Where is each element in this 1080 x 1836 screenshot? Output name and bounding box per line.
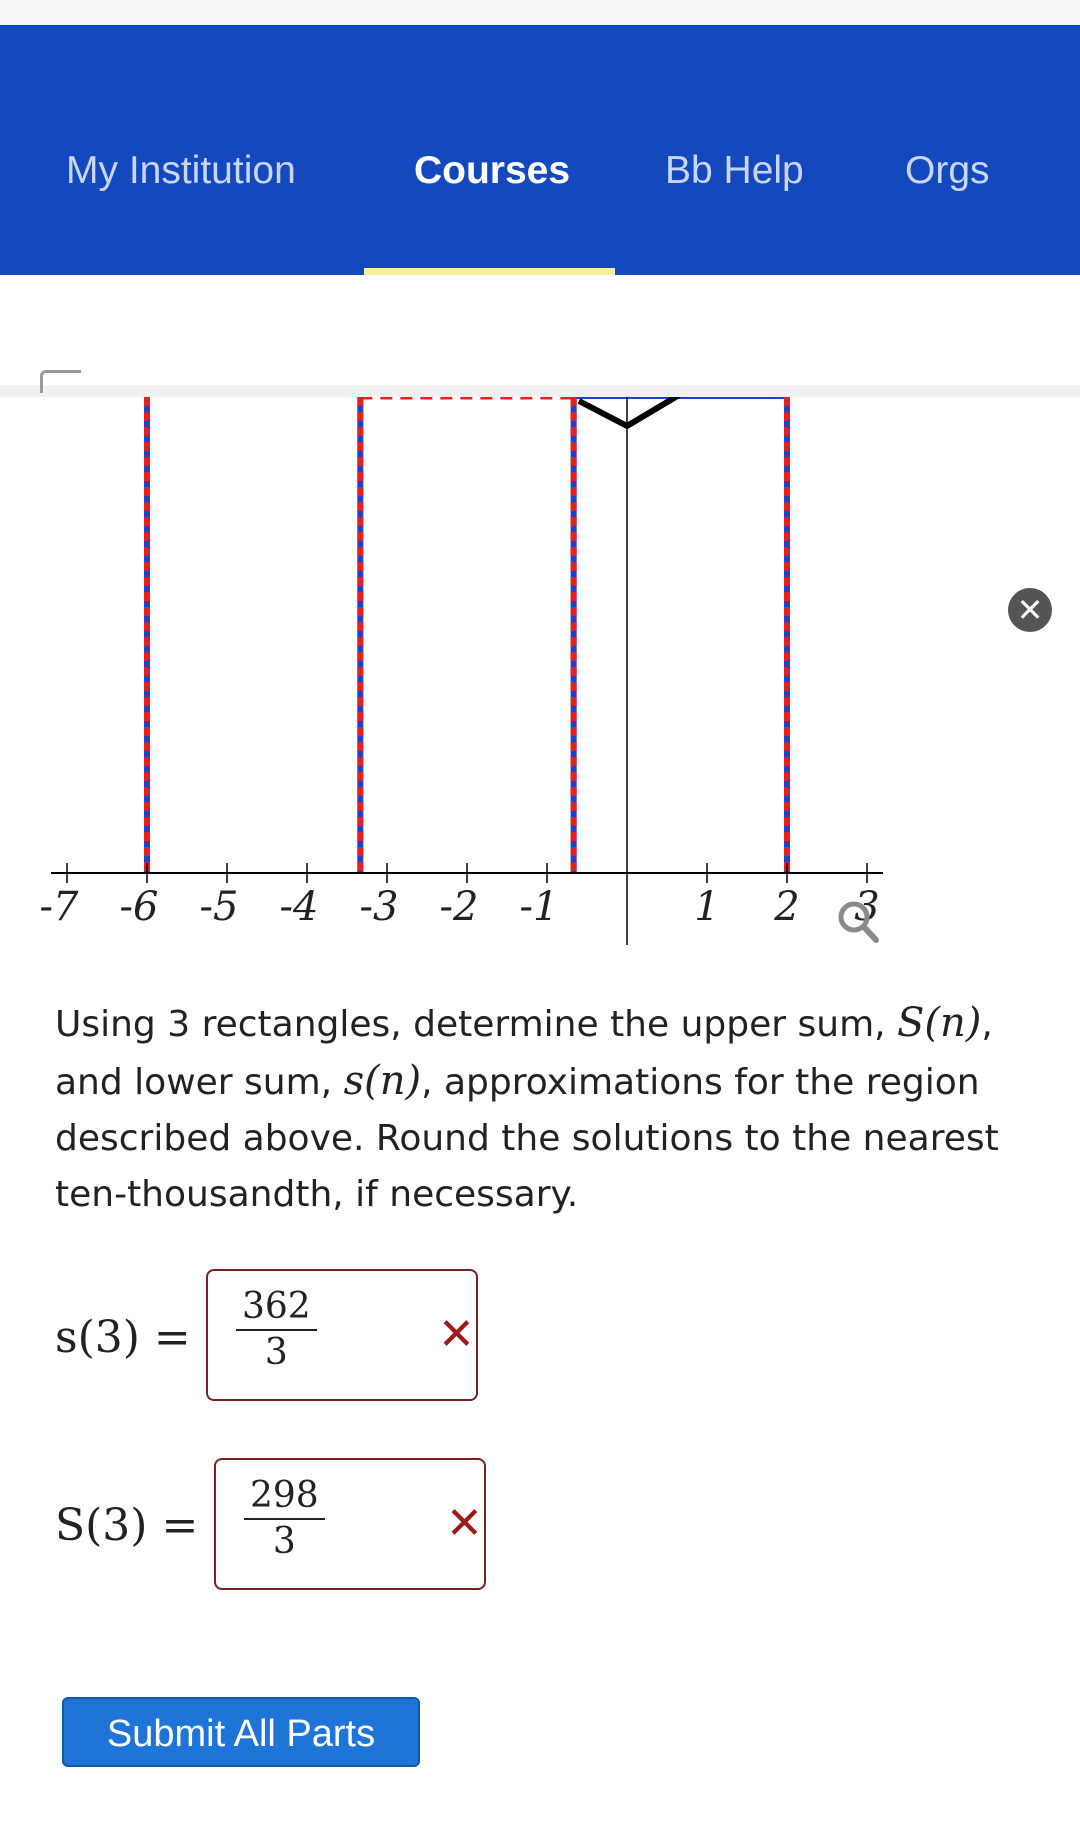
question-part-1: Using 3 rectangles, determine the upper sum, — [55, 1004, 898, 1045]
x-tick-label-2: -5 — [199, 884, 239, 930]
graph-axes — [51, 397, 883, 945]
tab-courses[interactable]: Courses — [414, 149, 571, 192]
upper-sum-label: S(3) = — [55, 1500, 199, 1551]
lower-sum-denominator: 3 — [264, 1332, 288, 1373]
status-strip — [0, 0, 1080, 25]
lower-sum-fraction — [236, 1285, 317, 1375]
resize-handle-icon — [40, 370, 81, 393]
riemann-sum-graph — [0, 397, 1080, 957]
x-tick-label-5: -2 — [439, 884, 479, 930]
submit-all-parts-button[interactable]: Submit All Parts — [62, 1697, 420, 1767]
upper-sum-denominator: 3 — [272, 1521, 296, 1562]
close-circle-icon[interactable]: ✕ — [1008, 588, 1052, 632]
question-part-3: , approximations for the region described above. Round the solutions to the nearest ten-thousandth, if necessary. — [55, 1062, 999, 1215]
x-tick-label-0: -7 — [39, 884, 79, 930]
x-tick-label-9: 3 — [854, 884, 880, 930]
top-navigation — [0, 25, 1080, 275]
rectangle-edges — [147, 397, 787, 873]
upper-sum-symbol: S(n) — [897, 1000, 982, 1046]
x-tick-label-3: -4 — [279, 884, 319, 930]
function-curve-segment — [579, 397, 679, 426]
question-text — [55, 995, 1035, 1223]
panel-divider — [0, 385, 1080, 397]
wrong-x-icon: ✕ — [438, 1309, 475, 1360]
lower-sum-symbol: s(n) — [343, 1058, 422, 1104]
x-tick-label-4: -3 — [359, 884, 399, 930]
x-tick-label-1: -6 — [119, 884, 159, 930]
wrong-x-icon: ✕ — [446, 1498, 483, 1549]
function-curve — [579, 397, 679, 426]
question-part-2: , and lower sum, — [55, 1004, 993, 1103]
x-tick-label-6: -1 — [519, 884, 559, 930]
tab-my-institution[interactable]: My Institution — [66, 149, 296, 192]
lower-sum-numerator: 362 — [236, 1285, 317, 1331]
tab-bb-help[interactable]: Bb Help — [665, 149, 804, 192]
upper-sum-fraction — [244, 1474, 325, 1564]
upper-sum-numerator: 298 — [244, 1474, 325, 1520]
content-panel-header — [0, 275, 1080, 629]
x-tick-label-8: 2 — [774, 884, 800, 930]
lower-sum-label: s(3) = — [55, 1312, 191, 1363]
tab-orgs[interactable]: Orgs — [905, 149, 990, 192]
upper-sum-answer-box[interactable] — [214, 1458, 486, 1590]
x-tick-label-7: 1 — [694, 884, 720, 930]
lower-sum-answer-box[interactable] — [206, 1269, 478, 1401]
